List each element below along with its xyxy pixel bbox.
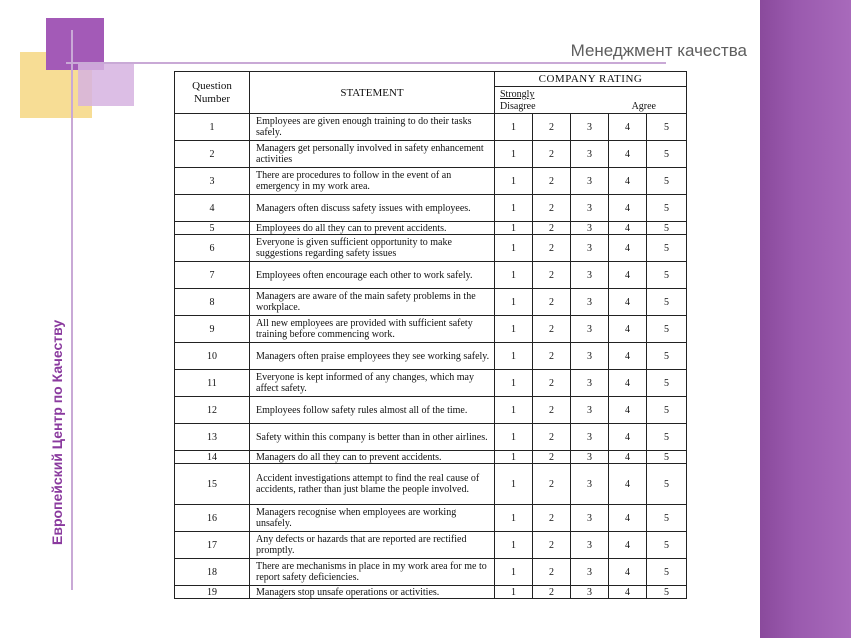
rating-option[interactable]: 4: [609, 451, 647, 464]
rating-option[interactable]: 2: [533, 586, 571, 599]
slide-title: Менеджмент качества: [570, 41, 747, 60]
rating-option[interactable]: 4: [609, 370, 647, 397]
rating-option[interactable]: 5: [647, 343, 687, 370]
rating-option[interactable]: 2: [533, 195, 571, 222]
rating-option[interactable]: 3: [571, 195, 609, 222]
rating-option[interactable]: 4: [609, 235, 647, 262]
decor-horizontal-line: [66, 62, 666, 64]
question-number: 10: [175, 343, 250, 370]
statement-text: There are mechanisms in place in my work area for me to report safety deficiencies.: [250, 559, 495, 586]
question-number: 2: [175, 141, 250, 168]
rating-option[interactable]: 1: [495, 316, 533, 343]
rating-option[interactable]: 2: [533, 289, 571, 316]
statement-text: Accident investigations attempt to find the real cause of accidents, rather than just blame the people involved.: [250, 464, 495, 505]
rating-option[interactable]: 3: [571, 532, 609, 559]
rating-option[interactable]: 5: [647, 168, 687, 195]
question-number: 18: [175, 559, 250, 586]
rating-option[interactable]: 1: [495, 370, 533, 397]
statement-text: Managers get personally involved in safety enhancement activities: [250, 141, 495, 168]
question-number: 19: [175, 586, 250, 599]
rating-option[interactable]: 4: [609, 586, 647, 599]
rating-option[interactable]: 3: [571, 316, 609, 343]
rating-option[interactable]: 2: [533, 114, 571, 141]
rating-option[interactable]: 2: [533, 424, 571, 451]
scale-disagree: Disagree: [500, 101, 536, 112]
rating-option[interactable]: 4: [609, 114, 647, 141]
rating-option[interactable]: 1: [495, 141, 533, 168]
rating-option[interactable]: 1: [495, 424, 533, 451]
rating-option[interactable]: 1: [495, 559, 533, 586]
table-row: [175, 559, 687, 586]
rating-option[interactable]: 4: [609, 262, 647, 289]
rating-option[interactable]: 2: [533, 370, 571, 397]
question-number: 13: [175, 424, 250, 451]
statement-text: Employees do all they can to prevent accidents.: [250, 222, 495, 235]
statement-text: Managers often praise employees they see working safely.: [250, 343, 495, 370]
table-row: [175, 343, 687, 370]
question-number: 11: [175, 370, 250, 397]
rating-option[interactable]: 1: [495, 451, 533, 464]
question-number: 9: [175, 316, 250, 343]
rating-option[interactable]: 3: [571, 464, 609, 505]
survey-sheet: [174, 71, 686, 599]
table-row: [175, 370, 687, 397]
rating-option[interactable]: 5: [647, 505, 687, 532]
decor-square-lilac: [78, 62, 134, 106]
rating-option[interactable]: 5: [647, 316, 687, 343]
table-row: [175, 222, 687, 235]
rating-option[interactable]: 4: [609, 424, 647, 451]
rating-option[interactable]: 5: [647, 559, 687, 586]
rating-option[interactable]: 4: [609, 343, 647, 370]
question-number: 4: [175, 195, 250, 222]
rating-option[interactable]: 3: [571, 505, 609, 532]
question-number: 8: [175, 289, 250, 316]
rating-option[interactable]: 3: [571, 262, 609, 289]
rating-option[interactable]: 1: [495, 114, 533, 141]
rating-option[interactable]: 4: [609, 397, 647, 424]
question-number: 15: [175, 464, 250, 505]
rating-option[interactable]: 3: [571, 168, 609, 195]
rating-option[interactable]: 3: [571, 343, 609, 370]
scale-strongly: Strongly: [500, 89, 535, 100]
table-row: [175, 114, 687, 141]
table-row: [175, 235, 687, 262]
statement-text: Employees follow safety rules almost all of the time.: [250, 397, 495, 424]
rating-option[interactable]: 2: [533, 168, 571, 195]
rating-option[interactable]: 1: [495, 195, 533, 222]
rating-option[interactable]: 5: [647, 262, 687, 289]
rating-option[interactable]: 5: [647, 235, 687, 262]
table-row: [175, 424, 687, 451]
rating-option[interactable]: 3: [571, 370, 609, 397]
table-row: [175, 586, 687, 599]
rating-option[interactable]: 5: [647, 532, 687, 559]
rating-option[interactable]: 1: [495, 464, 533, 505]
side-title: Европейский Центр по Качеству: [49, 319, 65, 545]
rating-option[interactable]: 3: [571, 586, 609, 599]
rating-option[interactable]: 4: [609, 168, 647, 195]
rating-option[interactable]: 5: [647, 424, 687, 451]
rating-option[interactable]: 5: [647, 289, 687, 316]
question-number: 1: [175, 114, 250, 141]
rating-option[interactable]: 2: [533, 141, 571, 168]
rating-option[interactable]: 5: [647, 114, 687, 141]
rating-option[interactable]: 2: [533, 235, 571, 262]
rating-option[interactable]: 3: [571, 222, 609, 235]
rating-option[interactable]: 3: [571, 235, 609, 262]
rating-option[interactable]: 4: [609, 141, 647, 168]
statement-text: Employees often encourage each other to work safely.: [250, 262, 495, 289]
rating-option[interactable]: 4: [609, 559, 647, 586]
rating-option[interactable]: 1: [495, 586, 533, 599]
statement-text: Everyone is kept informed of any changes, which may affect safety.: [250, 370, 495, 397]
rating-option[interactable]: 4: [609, 464, 647, 505]
table-row: [175, 397, 687, 424]
rating-option[interactable]: 2: [533, 397, 571, 424]
question-number: 17: [175, 532, 250, 559]
rating-option[interactable]: 1: [495, 222, 533, 235]
rating-option[interactable]: 2: [533, 262, 571, 289]
rating-option[interactable]: 5: [647, 222, 687, 235]
right-purple-strip: [760, 0, 851, 638]
question-number: 12: [175, 397, 250, 424]
rating-option[interactable]: 3: [571, 141, 609, 168]
rating-option[interactable]: 3: [571, 289, 609, 316]
rating-option[interactable]: 1: [495, 505, 533, 532]
rating-option[interactable]: 2: [533, 451, 571, 464]
table-row: [175, 464, 687, 505]
rating-option[interactable]: 1: [495, 397, 533, 424]
rating-option[interactable]: 4: [609, 505, 647, 532]
table-row: [175, 451, 687, 464]
table-row: [175, 316, 687, 343]
rating-option[interactable]: 4: [609, 289, 647, 316]
question-number: 5: [175, 222, 250, 235]
question-number: 16: [175, 505, 250, 532]
rating-option[interactable]: 4: [609, 195, 647, 222]
rating-option[interactable]: 3: [571, 424, 609, 451]
rating-option[interactable]: 2: [533, 532, 571, 559]
question-number: 14: [175, 451, 250, 464]
table-row: [175, 168, 687, 195]
rating-option[interactable]: 2: [533, 505, 571, 532]
rating-option[interactable]: 1: [495, 532, 533, 559]
statement-text: Managers stop unsafe operations or activities.: [250, 586, 495, 599]
question-number: 3: [175, 168, 250, 195]
rating-option[interactable]: 1: [495, 262, 533, 289]
rating-option[interactable]: 2: [533, 559, 571, 586]
statement-text: Managers do all they can to prevent accidents.: [250, 451, 495, 464]
table-row: [175, 532, 687, 559]
rating-option[interactable]: 5: [647, 195, 687, 222]
statement-text: Managers often discuss safety issues with employees.: [250, 195, 495, 222]
question-number: 7: [175, 262, 250, 289]
table-row: [175, 505, 687, 532]
statement-text: Employees are given enough training to do their tasks safely.: [250, 114, 495, 141]
rating-option[interactable]: 2: [533, 316, 571, 343]
rating-option[interactable]: 5: [647, 586, 687, 599]
rating-option[interactable]: 1: [495, 168, 533, 195]
statement-text: There are procedures to follow in the event of an emergency in my work area.: [250, 168, 495, 195]
table-row: [175, 262, 687, 289]
survey-table: [174, 71, 687, 599]
statement-text: Safety within this company is better than in other airlines.: [250, 424, 495, 451]
statement-text: Everyone is given sufficient opportunity to make suggestions regarding safety issues: [250, 235, 495, 262]
header-statement: STATEMENT: [250, 72, 495, 114]
header-question-number: Question Number: [175, 72, 250, 114]
table-row: [175, 195, 687, 222]
table-row: [175, 289, 687, 316]
scale-agree: Agree: [631, 101, 656, 112]
rating-option[interactable]: 3: [571, 397, 609, 424]
rating-option[interactable]: 2: [533, 343, 571, 370]
statement-text: Managers recognise when employees are working unsafely.: [250, 505, 495, 532]
rating-option[interactable]: 4: [609, 532, 647, 559]
header-rating-scale: [495, 87, 687, 114]
survey-rows: [175, 114, 687, 599]
header-company-rating: COMPANY RATING: [495, 72, 687, 87]
table-row: [175, 141, 687, 168]
rating-option[interactable]: 2: [533, 222, 571, 235]
rating-option[interactable]: 5: [647, 464, 687, 505]
rating-option[interactable]: 1: [495, 343, 533, 370]
statement-text: Managers are aware of the main safety problems in the workplace.: [250, 289, 495, 316]
rating-option[interactable]: 5: [647, 141, 687, 168]
rating-option[interactable]: 1: [495, 235, 533, 262]
rating-option[interactable]: 3: [571, 114, 609, 141]
rating-option[interactable]: 1: [495, 289, 533, 316]
statement-text: Any defects or hazards that are reported are rectified promptly.: [250, 532, 495, 559]
rating-option[interactable]: 5: [647, 451, 687, 464]
rating-option[interactable]: 4: [609, 222, 647, 235]
rating-option[interactable]: 5: [647, 397, 687, 424]
rating-option[interactable]: 4: [609, 316, 647, 343]
rating-option[interactable]: 5: [647, 370, 687, 397]
decor-vertical-line: [71, 30, 73, 590]
statement-text: All new employees are provided with sufficient safety training before commencing work.: [250, 316, 495, 343]
question-number: 6: [175, 235, 250, 262]
rating-option[interactable]: 3: [571, 451, 609, 464]
rating-option[interactable]: 3: [571, 559, 609, 586]
rating-option[interactable]: 2: [533, 464, 571, 505]
